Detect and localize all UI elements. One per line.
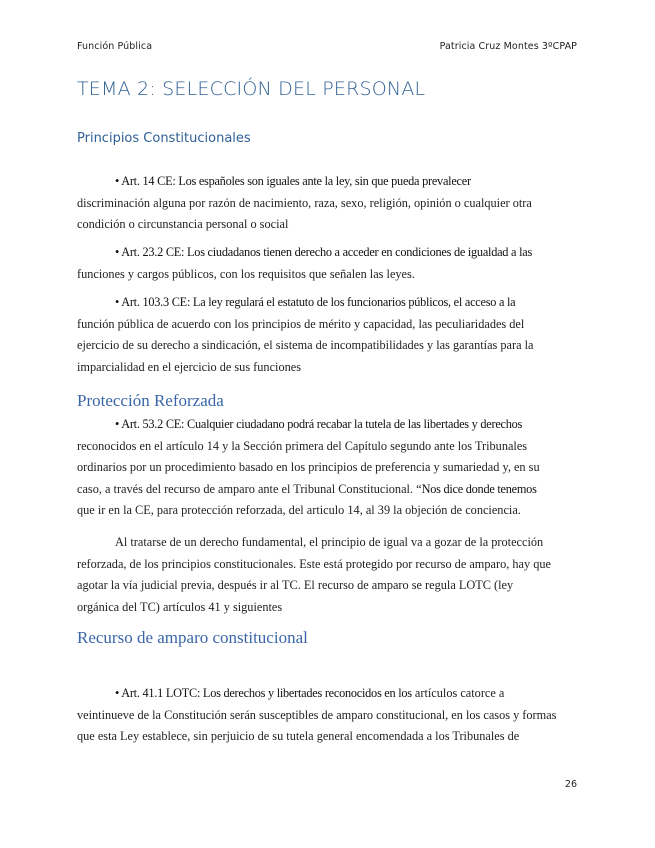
section-heading-proteccion: Protección Reforzada <box>77 391 224 410</box>
art23-line-2: funciones y cargos públicos, con los requisitos que señalen las leyes. <box>77 266 415 281</box>
art53-line-4-note: Nos dice donde tenemos <box>421 481 537 496</box>
art103-line-4: imparcialidad en el ejercicio de sus funciones <box>77 359 301 374</box>
fundamental-line-4: orgánica del TC) artículos 41 y siguientes <box>77 599 283 614</box>
fundamental-line-1: Al tratarse de un derecho fundamental, el principio de igual va a gozar de la protección <box>115 535 544 549</box>
paragraph-art14 <box>77 171 577 236</box>
art53-line-5: que ir en la CE, para protección reforzada, del articulo 14, al 39 la objeción de conciencia. <box>77 503 521 517</box>
art53-line-3: ordinarios por un procedimiento basado en los principios de preferencia y sumariedad y, en su <box>77 460 540 474</box>
section-heading-recurso: Recurso de amparo constitucional <box>77 628 308 647</box>
header-right: Patricia Cruz Montes 3ºCPAP <box>439 41 577 52</box>
art14-line-2: discriminación alguna por razón de nacimiento, raza, sexo, religión, opinión o cualquier otra <box>77 195 532 210</box>
paragraph-art103 <box>77 292 577 378</box>
paragraph-art23 <box>77 242 577 285</box>
header-left: Función Pública <box>77 41 153 52</box>
subtitle: Principios Constitucionales <box>77 131 251 146</box>
page-number: 26 <box>564 779 577 790</box>
art41-line-2: veintinueve de la Constitución serán susceptibles de amparo constitucional, en los casos y formas <box>77 707 557 722</box>
art41-line-1-tail: artículos catorce a <box>411 686 505 700</box>
art103-line-1: • Art. 103.3 CE: La ley regulará el estatuto de los funcionarios públicos, el acceso a la <box>115 295 516 309</box>
art103-line-2: función pública de acuerdo con los principios de mérito y capacidad, las peculiaridades del <box>77 316 525 331</box>
art103-line-3: ejercicio de su derecho a sindicación, el sistema de incompatibilidades y las garantías para la <box>77 338 534 352</box>
art41-line-1 <box>77 683 577 705</box>
art14-line-1: • Art. 14 CE: Los españoles son iguales ante la ley, sin que pueda prevalecer <box>115 174 471 188</box>
fundamental-line-2: reforzada, de los principios constitucionales. Este está protegido por recurso de amparo, hay que <box>77 556 551 571</box>
art53-line-1: • Art. 53.2 CE: Cualquier ciudadano podrá recabar la tutela de las libertades y derechos <box>115 417 523 431</box>
paragraph-art53 <box>77 414 577 522</box>
art14-line-3: condición o circunstancia personal o social <box>77 217 289 231</box>
art53-line-2: reconocidos en el artículo 14 y la Sección primera del Capítulo segundo ante los Tribunales <box>77 438 528 453</box>
paragraph-fundamental <box>77 532 577 618</box>
fundamental-line-3: agotar la vía judicial previa, después ir al TC. El recurso de amparo se regula LOTC (ley <box>77 578 514 592</box>
art53-line-4 <box>77 479 577 501</box>
art23-line-1: • Art. 23.2 CE: Los ciudadanos tienen derecho a acceder en condiciones de igualdad a las <box>115 245 532 259</box>
art41-line-3: que esta Ley establece, sin perjuicio de su tutela general encomendada a los Tribunales de <box>77 729 520 743</box>
paragraph-art41 <box>77 683 577 748</box>
art53-line-4-text: caso, a través del recurso de amparo ante el Tribunal Constitucional. “ <box>77 481 422 496</box>
art41-line-1-lead: • Art. 41.1 LOTC: Los derechos y libertades reconocidos en los <box>115 686 412 700</box>
page-title: TEMA 2: SELECCIÓN DEL PERSONAL <box>77 78 426 100</box>
